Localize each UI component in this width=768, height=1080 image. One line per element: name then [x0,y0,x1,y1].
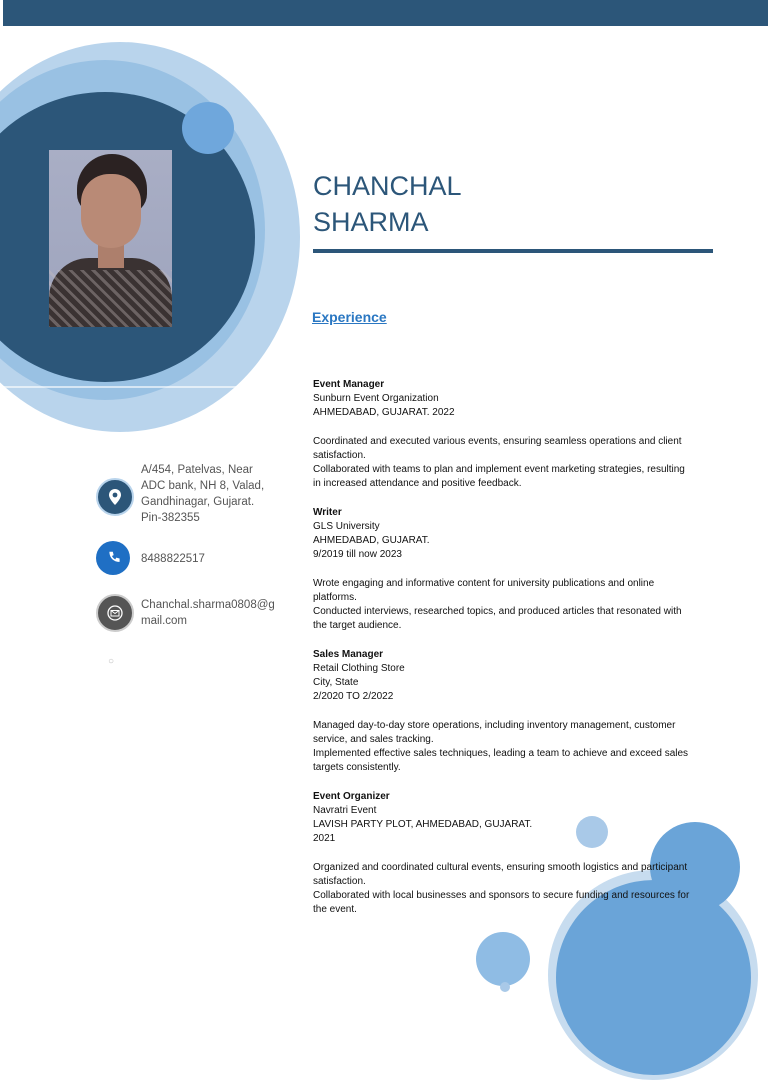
email-line: Chanchal.sharma0808@g [141,599,275,611]
job-desc-line: Conducted interviews, researched topics, and produced articles that resonated with [313,606,682,618]
job-desc-line: Implemented effective sales techniques, leading a team to achieve and exceed sales [313,748,689,760]
job-detail: Retail Clothing Store [313,663,405,674]
faint-link-icon: ○ [108,656,115,667]
address-line: ADC bank, NH 8, Valad, [141,480,265,492]
job-desc-line: Wrote engaging and informative content for university publications and online [313,577,655,589]
job-detail: LAVISH PARTY PLOT, AHMEDABAD, GUJARAT. [313,819,533,831]
job-desc-line: satisfaction. [313,450,366,461]
job-detail: City, State [313,677,359,689]
job-entry [313,378,713,492]
job-detail: AHMEDABAD, GUJARAT. 2022 [313,407,455,419]
job-desc-line: satisfaction. [313,876,366,887]
job-title: Sales Manager [313,648,384,660]
name-last: SHARMA [313,207,429,237]
job-desc-line: platforms. [313,592,357,603]
job-desc-line: Coordinated and executed various events, ensuring seamless operations and client [313,435,682,447]
decor-circle-small [182,102,234,154]
job-desc-line: Collaborated with teams to plan and implement event marketing strategies, resulting [313,464,685,476]
job-entry [313,790,713,918]
job-desc-line: Managed day-to-day store operations, including inventory management, customer [313,719,676,731]
experience-heading: Experience [312,309,387,325]
location-pin-icon [96,478,134,516]
mail-icon [96,594,134,632]
job-title: Event Manager [313,379,385,390]
decor-circle-br5 [476,932,530,986]
name-underline [313,249,713,253]
job-desc-line: service, and sales tracking. [313,734,434,745]
email-line: mail.com [141,615,188,627]
address-line: Pin-382355 [141,512,200,524]
job-title: Writer [313,506,342,518]
job-desc-line: Organized and coordinated cultural events, ensuring smooth logistics and participant [313,861,688,873]
decor-circle-br6 [500,982,510,992]
job-entry [313,506,713,634]
phone-number: 8488822517 [141,553,205,565]
job-desc-line: the event. [313,904,357,916]
job-desc-line: Collaborated with local businesses and sponsors to secure funding and resources for [313,890,690,902]
profile-photo [49,150,172,327]
job-detail: 2021 [313,833,336,845]
job-detail: 2/2020 TO 2/2022 [313,691,394,703]
job-detail: Navratri Event [313,805,377,816]
job-detail: AHMEDABAD, GUJARAT. [313,535,430,547]
job-desc-line: in increased attendance and positive feedback. [313,478,522,490]
job-detail: 9/2019 till now 2023 [313,549,402,561]
top-bar [3,0,768,26]
job-detail: Sunburn Event Organization [313,393,439,405]
job-title: Event Organizer [313,790,390,802]
job-detail: GLS University [313,521,380,532]
job-desc-line: the target audience. [313,620,402,632]
experience-list [313,378,713,932]
job-entry [313,648,713,776]
decor-stroke [0,386,240,388]
phone-icon [96,541,130,575]
address-line: Gandhinagar, Gujarat. [141,496,255,508]
person-name [313,168,462,240]
job-desc-line: targets consistently. [313,762,401,774]
name-first: CHANCHAL [313,171,462,201]
address-line: A/454, Patelvas, Near [141,464,253,476]
